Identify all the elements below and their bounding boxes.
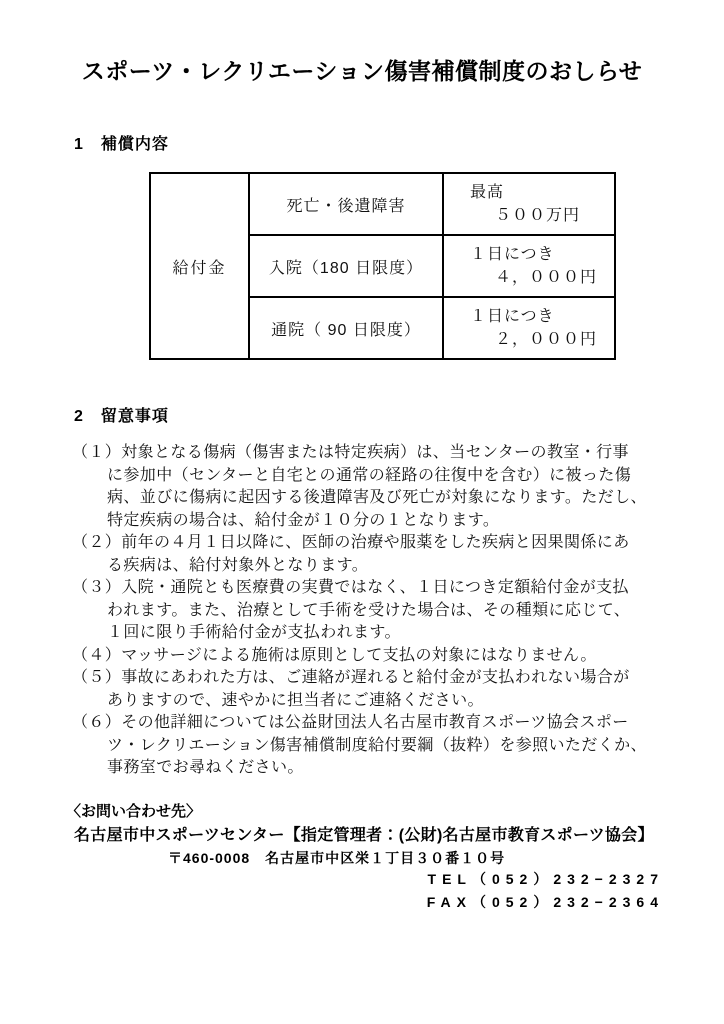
benefit-table xyxy=(149,172,616,360)
amount-line-1: １日につき xyxy=(470,308,555,325)
note-line: （４）マッサージによる施術は原則として支払の対象にはなりません。 xyxy=(72,646,597,664)
table-row xyxy=(150,173,615,235)
benefit-row-header-cell: 給付金 xyxy=(150,173,249,359)
note-line: １回に限り手術給付金が支払われます。 xyxy=(107,624,401,641)
note-line: ありますので、速やかに担当者にご連絡ください。 xyxy=(107,691,484,709)
benefit-category-cell: 入院（180 日限度） xyxy=(249,235,443,297)
notes-list xyxy=(72,442,657,780)
contact-address: 〒460-0008 名古屋市中区栄１丁目３０番１０号 xyxy=(168,850,506,866)
amount-line-2: ２，０００円 xyxy=(495,331,598,348)
page-title: スポーツ・レクリエーション傷害補償制度のおしらせ xyxy=(81,58,643,84)
amount-line-2: ５００万円 xyxy=(495,207,581,224)
section-2-heading: 2 留意事項 xyxy=(74,408,169,425)
benefit-amount-cell xyxy=(443,173,615,235)
benefit-amount-cell xyxy=(443,297,615,359)
note-line: ツ・レクリエーション傷害補償制度給付要綱（抜粋）を参照いただくか、 xyxy=(107,736,647,754)
note-line: 病、並びに傷病に起因する後遺障害及び死亡が対象になります。ただし、 xyxy=(107,489,647,506)
contact-tel: TEL（052）232−2327 xyxy=(427,871,664,887)
note-line: （１）対象となる傷病（傷害または特定疾病）は、当センターの教室・行事 xyxy=(72,444,629,461)
contact-heading: 〈お問い合わせ先〉 xyxy=(66,803,202,820)
benefit-amount-cell xyxy=(443,235,615,297)
benefit-category-cell: 死亡・後遺障害 xyxy=(249,173,443,235)
section-1-heading: 1 補償内容 xyxy=(74,136,169,153)
amount-line-1: １日につき xyxy=(470,246,555,263)
amount-line-1: 最高 xyxy=(470,184,505,201)
note-line: （６）その他詳細については公益財団法人名古屋市教育スポーツ協会スポー xyxy=(72,714,629,731)
contact-fax: FAX（052）232−2364 xyxy=(426,894,664,910)
note-line: る疾病は、給付対象外となります。 xyxy=(107,556,369,574)
note-line: （２）前年の４月１日以降に、医師の治療や服薬をした疾病と因果関係にあ xyxy=(72,534,630,551)
note-line: 特定疾病の場合は、給付金が１０分の１となります。 xyxy=(107,511,500,529)
note-line: （５）事故にあわれた方は、ご連絡が遅れると給付金が支払われない場合が xyxy=(72,669,630,686)
note-line: 事務室でお尋ねください。 xyxy=(107,759,304,776)
amount-line-2: ４，０００円 xyxy=(495,269,598,286)
contact-org: 名古屋市中スポーツセンター【指定管理者：(公財)名古屋市教育スポーツ協会】 xyxy=(74,827,654,844)
note-line: われます。また、治療として手術を受けた場合は、その種類に応じて、 xyxy=(107,601,631,619)
benefit-category-cell: 通院（ 90 日限度） xyxy=(249,297,443,359)
note-line: に参加中（センターと自宅との通常の経路の往復中を含む）に被った傷 xyxy=(107,466,632,484)
note-line: （３）入院・通院とも医療費の実費ではなく、１日につき定額給付金が支払 xyxy=(72,579,629,596)
